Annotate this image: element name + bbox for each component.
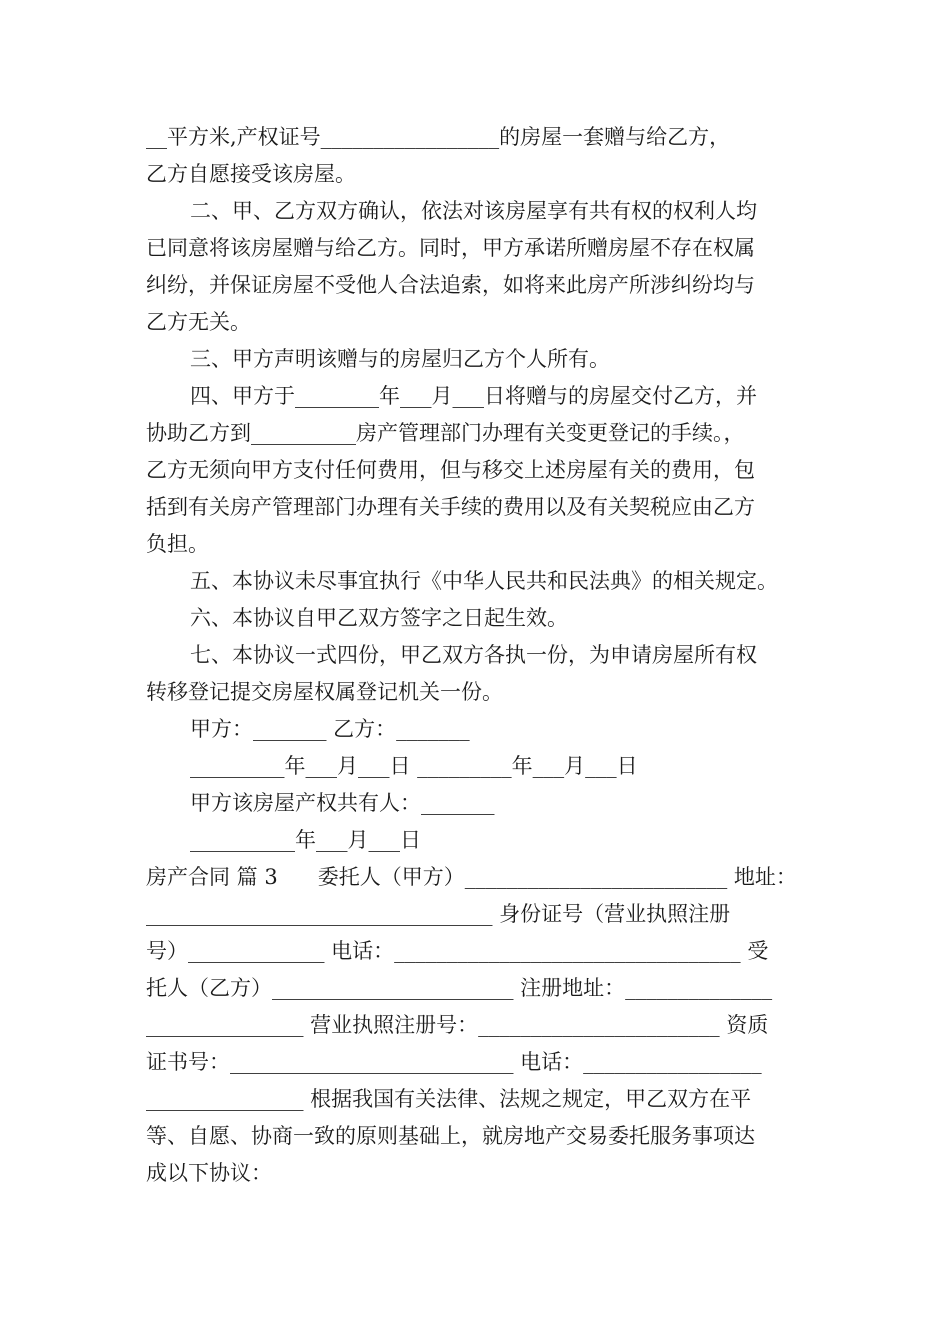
text-line: 乙方无须向甲方支付任何费用，但与移交上述房屋有关的费用，包	[146, 458, 755, 482]
text-line: 四、甲方于________年___月___日将赠与的房屋交付乙方，并	[190, 384, 757, 408]
text-line: 转移登记提交房屋权属登记机关一份。	[146, 680, 503, 704]
text-line: _________________________________ 身份证号（营业执照注册	[146, 902, 731, 926]
text-line: 三、甲方声明该赠与的房屋归乙方个人所有。	[190, 347, 610, 371]
signature-line: 甲方：_______ 乙方：_______	[190, 717, 470, 741]
text-line: 已同意将该房屋赠与给乙方。同时，甲方承诺所赠房屋不存在权属	[146, 236, 755, 260]
text-line: _______________ 根据我国有关法律、法规之规定，甲乙双方在平	[146, 1087, 752, 1111]
text-line: 协助乙方到__________房产管理部门办理有关变更登记的手续。，	[146, 421, 745, 445]
date-line: _________年___月___日 _________年___月___日	[190, 754, 638, 778]
text-line: __平方米,产权证号_________________的房屋一套赠与给乙方，	[146, 125, 731, 149]
text-line: 号）_____________ 电话：_________________________________ 受	[146, 939, 769, 963]
text-line: 括到有关房产管理部门办理有关手续的费用以及有关契税应由乙方	[146, 495, 755, 519]
text-line: 乙方自愿接受该房屋。	[146, 162, 356, 186]
section-heading-line: 房产合同 篇 3 委托人（甲方）_________________________ 地址：	[146, 865, 797, 889]
text-line: 六、本协议自甲乙双方签字之日起生效。	[190, 606, 568, 630]
text-line: _______________ 营业执照注册号：_______________________ 资质	[146, 1013, 769, 1037]
text-line: 七、本协议一式四份，甲乙双方各执一份，为申请房屋所有权	[190, 643, 757, 667]
text-line: 托人（乙方）_______________________ 注册地址：______________	[146, 976, 773, 1000]
text-line: 二、甲、乙方双方确认，依法对该房屋享有共有权的权利人均	[190, 199, 757, 223]
text-line: 乙方无关。	[146, 310, 251, 334]
text-line: 五、本协议未尽事宜执行《中华人民共和民法典》的相关规定。	[190, 569, 778, 593]
signature-line: 甲方该房屋产权共有人：_______	[190, 791, 495, 815]
text-line: 成以下协议：	[146, 1161, 272, 1185]
text-line: 证书号：___________________________ 电话：_________________	[146, 1050, 762, 1074]
text-line: 等、自愿、协商一致的原则基础上，就房地产交易委托服务事项达	[146, 1124, 755, 1148]
text-line: 负担。	[146, 532, 209, 556]
text-line: 纠纷，并保证房屋不受他人合法追索，如将来此房产所涉纠纷均与	[146, 273, 755, 297]
date-line: __________年___月___日	[190, 828, 421, 852]
